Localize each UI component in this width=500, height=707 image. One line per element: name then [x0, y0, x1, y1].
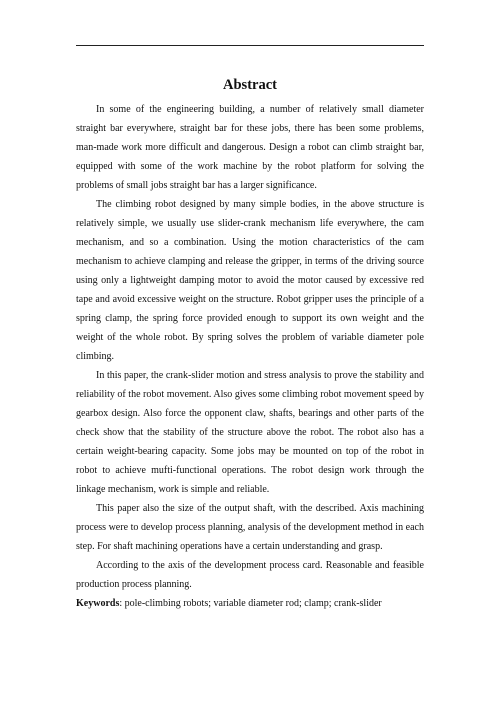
keywords-text: : pole-climbing robots; variable diameter rod; clamp; crank-slider	[119, 598, 382, 609]
keywords-label: Keywords	[76, 598, 120, 609]
abstract-paragraph-2: The climbing robot designed by many simple bodies, in the above structure is relatively simple, we usually use slider-crank mechanism life everywhere, the cam mechanism, and so a combination. Using the motion characteristics of the cam mechanism to achieve clamping and release the gripper, in terms of the driving source using only a lightweight damping motor to avoid the motor caused by excessive red tape and avoid excessive weight on the structure. Robot gripper uses the principle of a spring clamp, the spring force provided enough to support its own weight and the weight of the whole robot. By spring solves the problem of variable diameter pole climbing.	[76, 199, 424, 362]
abstract-paragraph-4: This paper also the size of the output shaft, with the described. Axis machining process were to develop process planning, analysis of the development method in each step. For shaft machining operations have a certain understanding and grasp.	[76, 503, 424, 552]
keywords-line	[76, 594, 424, 613]
abstract-paragraph-3: In this paper, the crank-slider motion and stress analysis to prove the stability and reliability of the robot movement. Also gives some climbing robot movement speed by gearbox design. Also force the opponent claw, shafts, bearings and other parts of the check show that the stability of the structure above the robot. The robot also has a certain weight-bearing capacity. Some jobs may be mounted on top of the robot in robot to achieve mufti-functional operations. The robot design work through the linkage mechanism, work is simple and reliable.	[76, 370, 424, 495]
abstract-paragraph-5: According to the axis of the development process card. Reasonable and feasible production process planning.	[76, 560, 424, 590]
abstract-paragraph-1: In some of the engineering building, a number of relatively small diameter straight bar everywhere, straight bar for these jobs, there has been some problems, man-made work more difficult and dangerous. Design a robot can climb straight bar, equipped with some of the work machine by the robot platform for solving the problems of small jobs straight bar has a larger significance.	[76, 104, 424, 191]
page-title: Abstract	[223, 77, 277, 93]
header-rule	[76, 45, 424, 46]
abstract-body	[76, 100, 424, 613]
